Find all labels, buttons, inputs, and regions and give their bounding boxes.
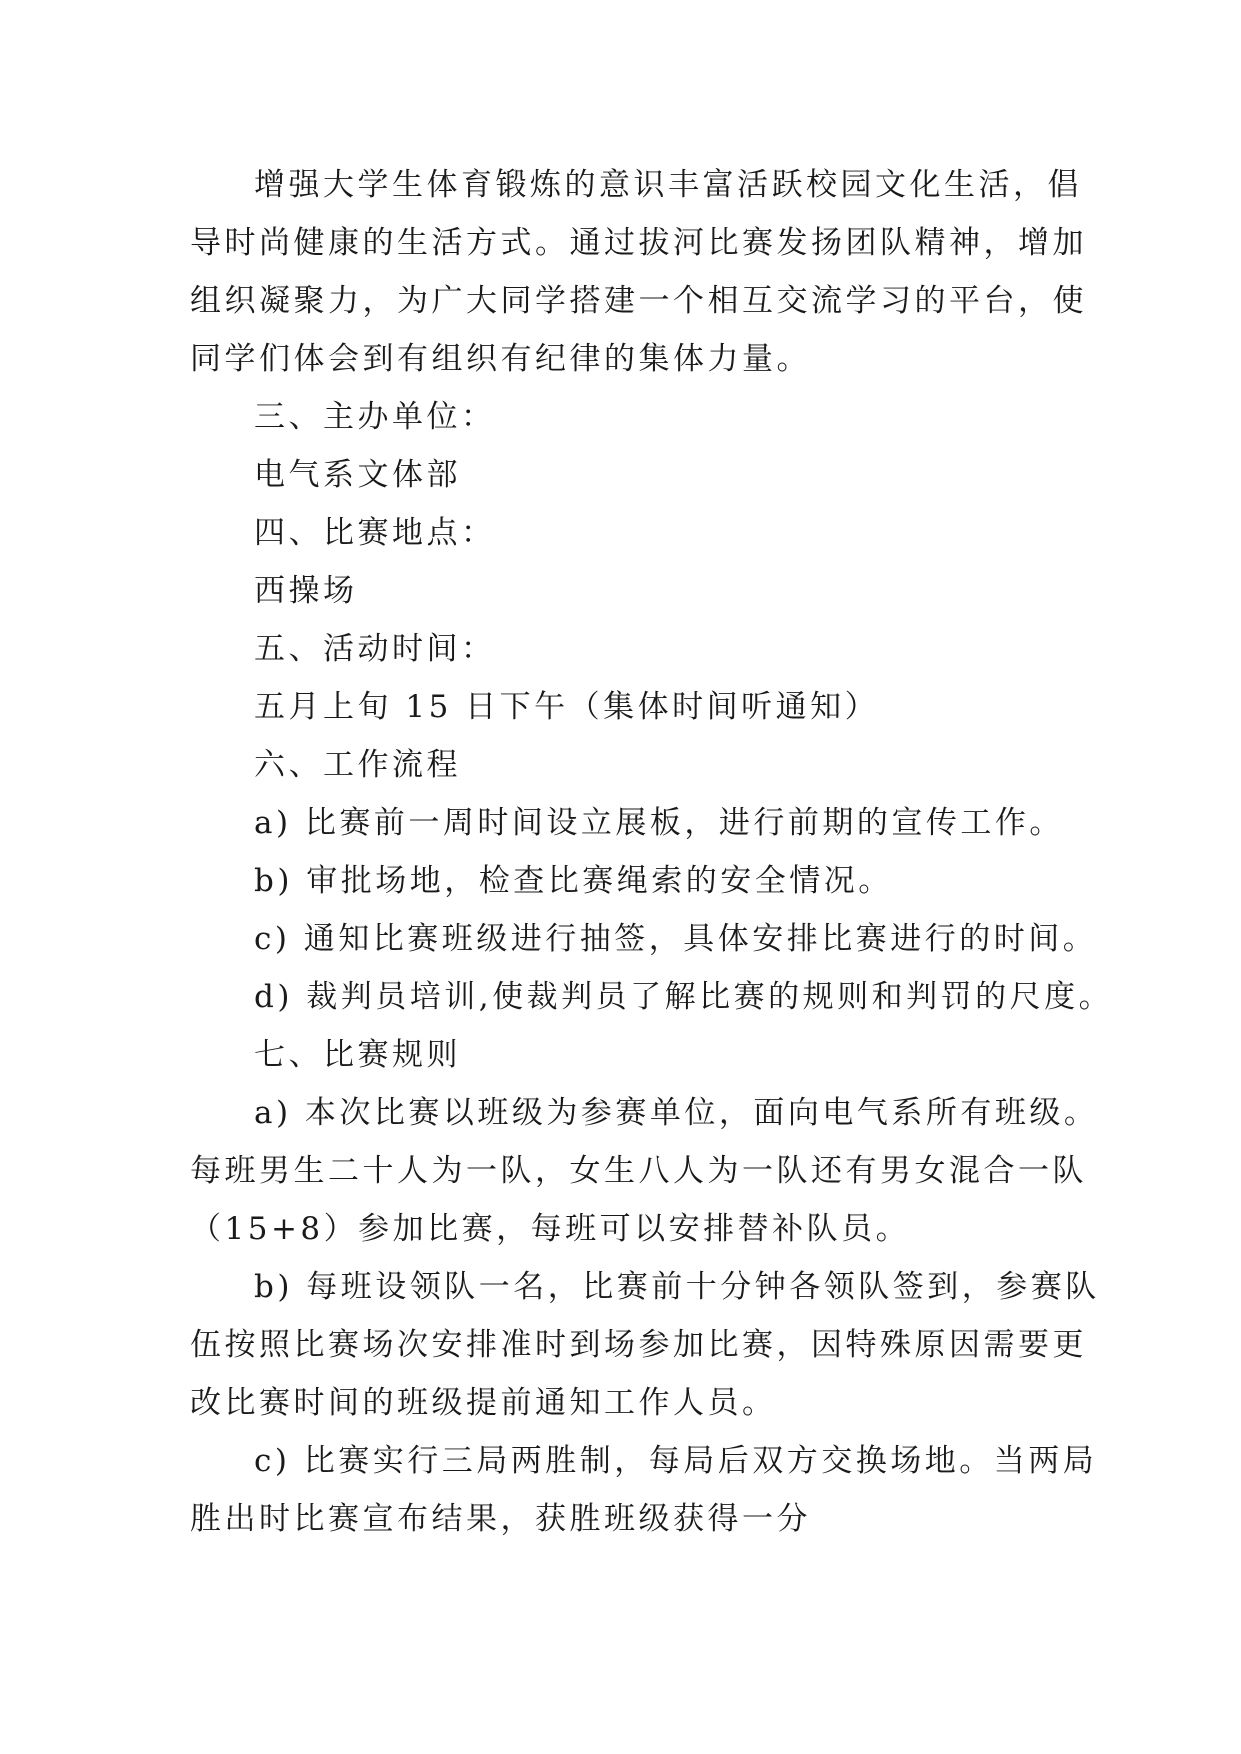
workflow-item: a) 比赛前一周时间设立展板，进行前期的宣传工作。 [254, 805, 1064, 841]
section-heading-time: 五、活动时间： [254, 631, 496, 667]
workflow-item: b) 审批场地，检查比赛绳索的安全情况。 [254, 863, 893, 899]
text-line: b) 每班设领队一名，比赛前十分钟各领队签到，参赛队 [254, 1269, 1100, 1305]
organizer-value: 电气系文体部 [254, 457, 461, 493]
section-heading-workflow: 六、工作流程 [254, 747, 461, 783]
rule-b-paragraph [190, 1258, 1100, 1432]
text-line: 组织凝聚力，为广大同学搭建一个相互交流学习的平台，使 [190, 283, 1087, 319]
document-body [190, 156, 1114, 1548]
text-line: 伍按照比赛场次安排准时到场参加比赛，因特殊原因需要更 [190, 1327, 1087, 1363]
text-line: 同学们体会到有组织有纪律的集体力量。 [190, 341, 811, 377]
rule-a-paragraph [190, 1084, 1099, 1258]
text-line: 增强大学生体育锻炼的意识丰富活跃校园文化生活，倡 [254, 167, 1082, 203]
purpose-paragraph [190, 156, 1087, 388]
section-heading-venue: 四、比赛地点： [254, 515, 496, 551]
section-heading-rules: 七、比赛规则 [254, 1037, 461, 1073]
text-line: （15+8）参加比赛，每班可以安排替补队员。 [190, 1211, 911, 1247]
section-heading-organizer: 三、主办单位： [254, 399, 496, 435]
text-line: 胜出时比赛宣布结果，获胜班级获得一分 [190, 1501, 811, 1537]
text-line: 改比赛时间的班级提前通知工作人员。 [190, 1385, 777, 1421]
venue-value: 西操场 [254, 573, 358, 609]
time-value: 五月上旬 15 日下午（集体时间听通知） [254, 689, 880, 725]
text-line: 导时尚健康的生活方式。通过拔河比赛发扬团队精神，增加 [190, 225, 1087, 261]
text-line: a) 本次比赛以班级为参赛单位，面向电气系所有班级。 [254, 1095, 1099, 1131]
workflow-item: c) 通知比赛班级进行抽签，具体安排比赛进行的时间。 [254, 921, 1098, 957]
text-line: c) 比赛实行三局两胜制，每局后双方交换场地。当两局 [254, 1443, 1098, 1479]
rule-c-paragraph [190, 1432, 1098, 1548]
workflow-item: d) 裁判员培训,使裁判员了解比赛的规则和判罚的尺度。 [254, 979, 1114, 1015]
text-line: 每班男生二十人为一队，女生八人为一队还有男女混合一队 [190, 1153, 1087, 1189]
